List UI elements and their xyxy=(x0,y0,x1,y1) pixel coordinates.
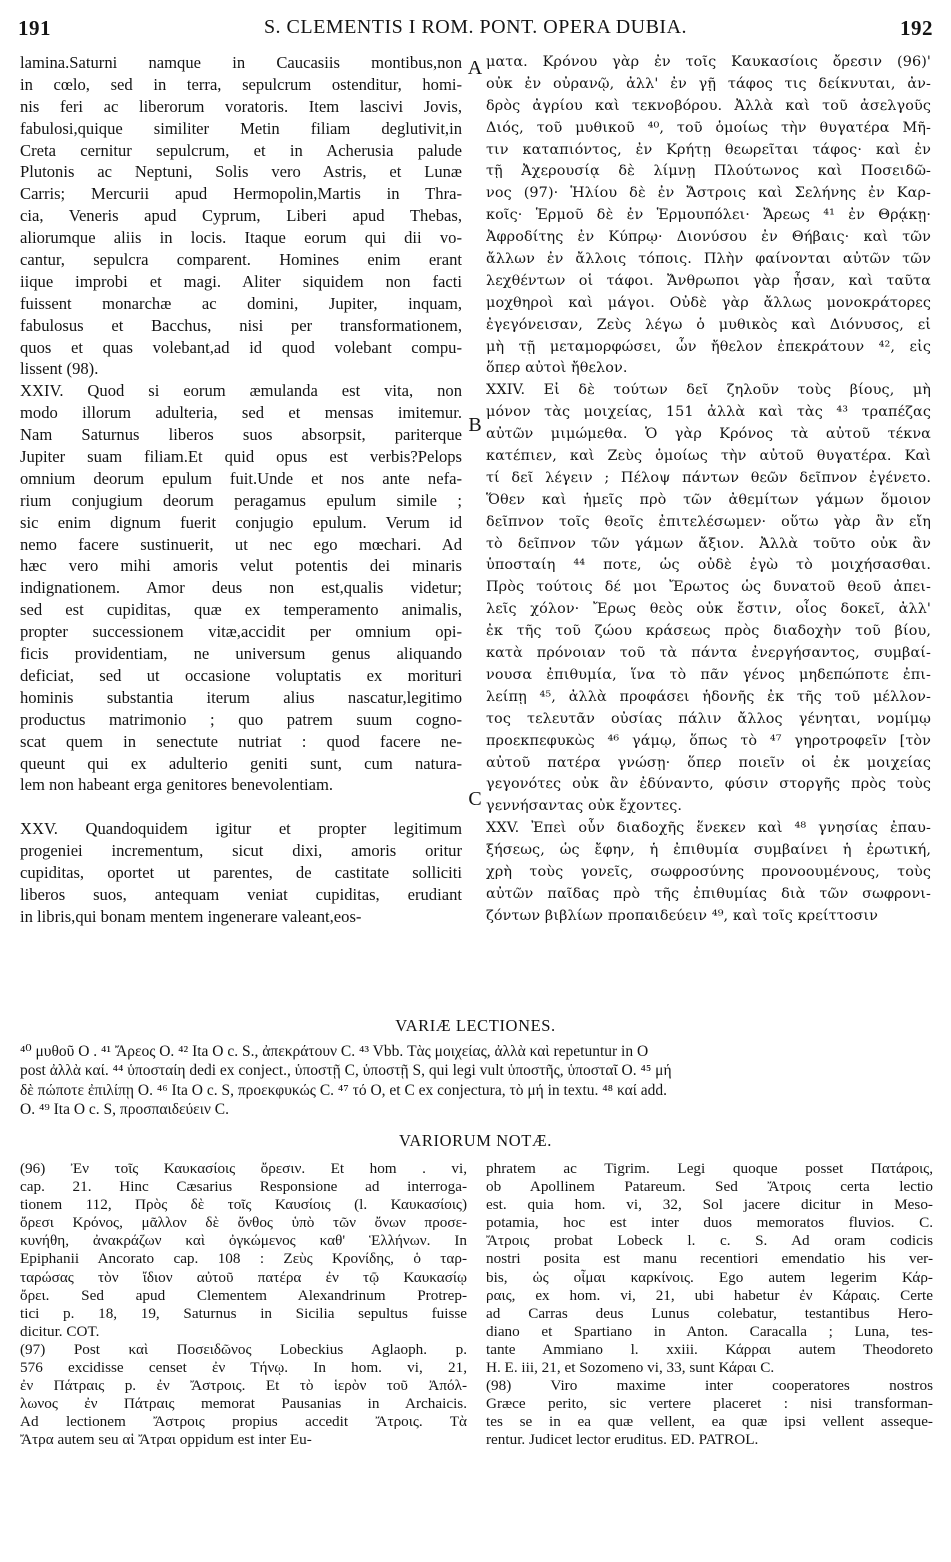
variorum-notae-title: VARIORUM NOTÆ. xyxy=(399,1131,552,1150)
note-line: Epiphanii Ancorato cap. 108 : Ζεὺς Κρονίδης, ὁ ταρ- xyxy=(20,1250,467,1268)
variae-line: δὲ πώποτε ἐπιλίπῃ O. ⁴⁶ Ita O c. S, προεκφυκώς C. ⁴⁷ τό O, et C ex conjectura, τὸ μή in textu. ⁴⁸ καί add. xyxy=(20,1081,668,1099)
note-line: tionem 112, Πρὸς δὲ τοῖς Καυσίοις (l. Καυκασίοις) xyxy=(20,1196,467,1214)
variae-lectiones xyxy=(20,1042,932,1119)
greek-line: γεννήσαντας οὐκ ἔχοντες. xyxy=(486,798,683,815)
note-line: ad Carras deus Lunus colebatur, testantibus Hero- xyxy=(486,1304,933,1322)
greek-line: τί δεῖ λέγειν ; Πέλοψ πάντων θεῶν δεῖπνον ἐγένετο. xyxy=(486,469,931,486)
section-marker-b: B xyxy=(468,414,482,436)
note-line: H. E. iii, 21, et Sozomeno vi, 33, sunt Κάραι C. xyxy=(486,1359,775,1377)
variae-line: post ἀλλὰ καί. ⁴⁴ ὑποσταίη dedi ex conject., ὑποστῇ C, ὑποστῇ S, qui legi vult ὑποστῆς, ὑποσταῖ O. ⁴⁵ μή xyxy=(20,1062,672,1080)
greek-line: XXIV. Εἰ δὲ τούτων δεῖ ζηλοῦν τοὺς βίους, μὴ xyxy=(486,382,931,399)
greek-line: γεγονότες οὐκ ἂν ἐδύναντο, φύσιν στοργῆς πρὸς τοὺς xyxy=(486,776,931,793)
greek-line: Διός, τοῦ μυθικοῦ ⁴⁰, τοῦ ὁμοίως τὴν θυγατέρα Μῆ- xyxy=(486,119,931,136)
note-line: (98) Viro maxime inter cooperatores nostros xyxy=(486,1377,933,1395)
greek-line: ξήσεως, ὡς ἔφην, ἡ ἐπιθυμία συμβαίνει ἡ ἐρωτική, xyxy=(486,842,931,859)
note-line: potamia, hoc est inter duos memoratos fluvios. C. xyxy=(486,1214,933,1232)
note-line: ταρώσας τὸν ἴδιον αὐτοῦ πατέρα ἐν τῷ Καυκασίῳ xyxy=(20,1268,467,1286)
note-line: λωνος ἐν Πάτραις memorat Pausanias in Archaicis. xyxy=(20,1395,467,1413)
greek-line: νος (97)· Ἡλίου δὲ ἐν Ἄστροις καὶ Σελήνης ἐν Καρ- xyxy=(486,185,931,202)
latin-line: fabulosus et Bacchus, nisi per transformationem, xyxy=(20,315,462,335)
greek-line: κατέπιεν, καὶ Ζεὺς ὁμοίως τὴν αὐτοῦ θυγατέρα. Καὶ xyxy=(486,448,931,465)
note-line: diano et Spartiano in Anton. Caracalla ; Luna, tes- xyxy=(486,1322,933,1340)
note-line: tante Ammiano l. xxiii. Κάρραι autem Theodoreto xyxy=(486,1340,933,1358)
latin-line: hominis substantia iterum alius nascatur,legitimo xyxy=(20,687,462,707)
section-marker-a: A xyxy=(467,57,483,79)
running-title: S. CLEMENTIS I ROM. PONT. OPERA DUBIA. xyxy=(263,16,688,38)
note-line: ὄρεσι Κρόνος, μᾶλλον δὲ ὄνθος ὑπὸ τῶν ὄνων προσε- xyxy=(20,1214,467,1232)
note-line: est. quia hom. vi, 32, Sol jacere dicitur in Meso- xyxy=(486,1196,933,1214)
latin-line: in libris,qui bonam mentem ingenerare valeant,eos- xyxy=(20,906,362,926)
greek-line: Ὅθεν καὶ ἡμεῖς πρὸ τῶν ἀθεμίτων γάμων ὅμοιον xyxy=(486,491,931,508)
variae-line: ⁴⁰ μυθοῦ O . ⁴¹ Ἄρεος O. ⁴² Ita O c. S., ἀπεκράτουν C. ⁴³ Vbb. Τὰς μοιχείας, ἀλλὰ καὶ repetuntur in O xyxy=(20,1043,649,1060)
greek-line: νουσα ἐπιθυμία, ἵνα τὸ πᾶν γένος μηδεπώποτε ἐπι- xyxy=(486,666,931,683)
notes-right-column xyxy=(486,1160,933,1450)
latin-line: lamina.Saturni namque in Caucasiis montibus,non xyxy=(20,53,462,72)
greek-line: ζόντων βιβλίων προπαιδεύειν ⁴⁹, καὶ τοῖς κρείττοσιν xyxy=(486,907,878,924)
greek-line: Ἀφροδίτης ἐν Κύπρῳ· Διονύσου ἐν Θήβαις· καὶ τῶν xyxy=(486,229,931,246)
note-line: (97) Post καὶ Ποσειδῶνος Lobeckius Aglaoph. p. xyxy=(20,1340,467,1358)
note-line: 576 excidisse censet ἐν Τήνῳ. In hom. vi, 21, xyxy=(20,1359,467,1377)
latin-line: omnium deorum epulum fuit.Unde et nos ante nefa- xyxy=(20,468,462,488)
latin-line: fuissent monarchæ ac domini, Jupiter, inquam, xyxy=(20,293,462,313)
note-line: (96) Ἐν τοῖς Καυκασίοις ὄρεσιν. Et hom . vi, xyxy=(20,1160,467,1177)
section-marker-c: C xyxy=(468,788,482,810)
greek-line: τῇ Ἀχερουσίᾳ δὲ λίμνῃ Πλούτωνος καὶ Ποσειδῶ- xyxy=(486,163,931,180)
latin-line: liberos suos, antequam veniat cupiditas, erudiant xyxy=(20,884,462,904)
latin-line: Jupiter suam filiam.Et quid opus est verbis?Pelops xyxy=(20,447,462,467)
greek-line: προεκπεφυκὼς ⁴⁶ γάμῳ, ὅπως τὸ ⁴⁷ γηροτροφεῖν [τὸν xyxy=(486,732,931,749)
latin-line: scat quem in senectute nutriat : quod facere ne- xyxy=(20,731,462,751)
note-line: tici p. 18, 19, Saturnus in Sicilia sepultus fuisse xyxy=(20,1304,467,1322)
notes-left-column xyxy=(20,1160,467,1450)
latin-line: fabulosi,quique similiter Metin filiam deglutivit,in xyxy=(20,118,462,138)
greek-line: μόνον τὰς μοιχείας, 151 ἀλλὰ καὶ τὰς ⁴³ τραπέζας xyxy=(486,404,931,421)
note-line: ραις, ex hom. vi, 21, ubi habetur ἐν Κάραις. Certe xyxy=(486,1286,933,1304)
latin-line: productus matrimonio ; quo patrem suum cogno- xyxy=(20,709,462,729)
latin-line: cia, Veneris apud Cyprum, Liberi apud Thebas, xyxy=(20,206,462,226)
latin-line: XXV. Quandoquidem igitur et propter legitimum xyxy=(20,819,462,839)
latin-line: aliorumque aliis in locis. Itaque eorum qui dii vo- xyxy=(20,228,462,248)
latin-line: nis feri ac liberorum voratoris. Item lascivi Jovis, xyxy=(20,96,462,116)
latin-line: propter successionem vitæ,accidit per omnium opi- xyxy=(20,622,462,642)
page-number-left: 191 xyxy=(18,16,51,40)
greek-line: Πρὸς τούτοις δέ μοι Ἔρωτος ὡς δυνατοῦ θεοῦ ἀπει- xyxy=(486,579,931,596)
latin-line: cupiditas, oportet ut parentes, de castitate solliciti xyxy=(20,862,462,882)
note-line: Græce perito, sic vertere placeret : nisi transforman- xyxy=(486,1395,933,1413)
latin-line: Nam Saturnus liberos suos absorpsit, pariterque xyxy=(20,425,462,445)
note-line: nostri posita est manu recentiori emendatio his ver- xyxy=(486,1250,933,1268)
greek-line: αὐτῶν μιμώμεθα. Ὁ γὰρ Κρόνος τὰ αὐτοῦ τέκνα xyxy=(486,426,931,443)
latin-line: Creta cernitur sepulcrum, et in Acherusia palude xyxy=(20,140,462,160)
page-header xyxy=(18,16,933,42)
greek-line: οὐκ ἐν οὐρανῷ, ἀλλ' ἐν γῇ τάφος τις δείκνυται, ἀν- xyxy=(486,75,931,92)
latin-line: quos et quas volebant,ad id quod volebant compu- xyxy=(20,337,462,357)
greek-line: μοχθηροὶ καὶ μάγοι. Οὐδὲ γὰρ ἄλλως μονοκράτορες xyxy=(486,294,931,311)
greek-line: κοῖς· Ἑρμοῦ δὲ ἐν Ἑρμουπόλει· Ἄρεως ⁴¹ ἐν Θρᾴκῃ· xyxy=(486,207,931,224)
greek-column xyxy=(486,52,931,928)
greek-line: τος τελευτᾶν οὐσίας πάλιν ἄλλος γένηται, νομίμῳ xyxy=(486,710,931,727)
latin-line: progeniei incrementum, sicut dixi, amoris oritur xyxy=(20,841,462,861)
latin-line: modo illorum adulteria, sed et mensas imitemur. xyxy=(20,403,462,423)
note-line: cap. 21. Hinc Cæsarius Responsione ad interroga- xyxy=(20,1178,467,1196)
latin-line: in cœlo, sed in terra, sepulcrum ostenditur, homi- xyxy=(20,74,462,94)
note-line: ἐν Πάτραις p. ἐν Ἄστροις. Et τὸ ἱερὸν τοῦ Ἀπόλ- xyxy=(20,1377,467,1395)
variae-lectiones-title: VARIÆ LECTIONES. xyxy=(395,1016,556,1035)
latin-column xyxy=(20,52,462,928)
latin-line: lem non habeant erga genitores benevolentiam. xyxy=(20,775,334,795)
greek-line: XXV. Ἐπεὶ οὖν διαδοχῆς ἕνεκεν καὶ ⁴⁸ γνησίας ἐπαυ- xyxy=(486,820,931,837)
greek-line: δεῖπνον τοῖς θεοῖς ἐπιτελέσωμεν· οὕτω γὰρ ἂν εἴη xyxy=(486,513,931,530)
latin-line: Plutonis ac Neptuni, Solis vero Astris, et Lunæ xyxy=(20,162,462,182)
greek-line: ὅπερ αὐτοὶ ἤθελον. xyxy=(486,360,628,377)
note-line: dicitur. COT. xyxy=(20,1322,100,1340)
latin-line: Carris; Mercurii apud Hermopolin,Martis in Thra- xyxy=(20,184,462,204)
greek-line: δρὸς ἀγρίου καὶ τεκνοβόρου. Ἀλλὰ καὶ τοῦ ἀσελγοῦς xyxy=(486,97,931,114)
latin-line: nemo facere sustinuerit, ut nec ego mœchari. Ad xyxy=(20,534,462,554)
latin-line xyxy=(20,796,462,818)
note-line: ὄρει. Sed apud Clementem Alexandrinum Protrep- xyxy=(20,1286,467,1304)
note-line: tes se in ea quæ vellent, ea quæ ipsi vellent asseque- xyxy=(486,1413,933,1431)
note-line: κυνήθη, ἀνακράζων καὶ ὀγκώμενος καθ' Ἑλλήνων. In xyxy=(20,1232,467,1250)
greek-line: λεῖς χόλον· Ἔρως θεὸς οὐκ ἔστιν, οἷος δοκεῖ, ἀλλ' xyxy=(486,601,931,618)
note-line: Ἄτρα autem seu αἱ Ἄτραι oppidum est inter Eu- xyxy=(20,1431,312,1449)
page-number-right: 192 xyxy=(900,16,933,40)
latin-line: sic enim dignum fuerit conjugio epulum. Verum id xyxy=(20,512,462,532)
greek-line: χρὴ τοὺς γονεῖς, σωφροσύνης προνοουμένους, τοὺς xyxy=(486,863,931,880)
greek-line: ματα. Κρόνου γὰρ ἐν τοῖς Καυκασίοις ὄρεσιν (96)' xyxy=(486,54,931,70)
greek-line: αὐτῶν παῖδας πρὸ τῆς ἐπιθυμίας διὰ τῶν σωφρονι- xyxy=(486,885,931,902)
variae-line: O. ⁴⁹ Ita O c. S, προσπαιδεύειν C. xyxy=(20,1100,229,1118)
note-line: phratem ac Tigrim. Legi quoque posset Πατάροις, xyxy=(486,1160,933,1177)
note-line: ob Apollinem Patareum. Sed Ἄτροις certa lectio xyxy=(486,1178,933,1196)
greek-line: ἐγεγόνεισαν, Ζεὺς λέγω ὁ μυθικὸς καὶ Διόνυσος, εἰ xyxy=(486,316,931,333)
latin-line: lissent (98). xyxy=(20,359,99,379)
latin-line: ficis providentiam, ne universum genus aliquando xyxy=(20,644,462,664)
latin-line: sed est cupiditas, quæ ex temperamento animalis, xyxy=(20,600,462,620)
latin-line: hæc vero mihi amoris velut potentis dei minaris xyxy=(20,556,462,576)
greek-line: ὑποσταίη ⁴⁴ ποτε, ὡς οὐδὲ ἐγὼ τὸ μοιχήσασθαι. xyxy=(486,557,931,574)
greek-line: λείπῃ ⁴⁵, ἀλλὰ προφάσει ἡδονῆς ἐκ τῆς τοῦ μέλλον- xyxy=(486,688,931,705)
greek-line: ἐκ τῆς τοῦ ζώου κράσεως πρὸς διαδοχὴν τοῦ βίου, xyxy=(486,623,931,640)
latin-line: indignationem. Amor deus non est,qualis videtur; xyxy=(20,578,462,598)
greek-line: λεχθέντων οἱ τάφοι. Ἄνθρωποι γὰρ ἦσαν, καὶ ταῦτα xyxy=(486,272,931,289)
greek-line: τὸ δεῖπνον τῶν γάμων ἄξιον. Ἀλλὰ τοῦτο οὐκ ἂν xyxy=(486,535,931,552)
latin-line: XXIV. Quod si eorum æmulanda est vita, non xyxy=(20,381,462,401)
greek-line: κατὰ πρόνοιαν τοῦ τὰ πάντα ἐνεργήσαντος, συμβαί- xyxy=(486,645,931,662)
greek-line: αὐτοῦ πατέρα γνώσῃ· ὅπερ ποιεῖν οἱ ἐκ μοιχείας xyxy=(486,754,931,771)
greek-line: ἄλλων ἐν ἄλλοις τόποις. Πλὴν φαίνονται αὐτῶν τῶν xyxy=(486,251,931,268)
latin-line: iique improbi et magi. Aliter siquidem non facti xyxy=(20,271,462,291)
note-line: Ἄτροις probat Lobeck l. c. S. Ad oram codicis xyxy=(486,1232,933,1250)
latin-line: rium conjugium deorum peragamus epulum simile ; xyxy=(20,490,462,510)
latin-line: deficiat, sed ut occasione voluptatis ex morituri xyxy=(20,665,462,685)
latin-line: queunt qui ex adulterio geniti sunt, cum natura- xyxy=(20,753,462,773)
note-line: bis, ὡς οἶμαι καρκίνοις. Ego autem legerim Κάρ- xyxy=(486,1268,933,1286)
greek-line: τιν καταπιόντος, ἐν Κρήτῃ θεωρεῖται τάφος· καὶ ἐν xyxy=(486,141,931,158)
note-line: Ad lectionem Ἄστροις propius accedit Ἄτροις. Τὰ xyxy=(20,1413,467,1431)
greek-line: μὴ τῇ μεταμορφώσει, ὧν ἤθελον ἐπεκράτουν ⁴², εἰς xyxy=(486,338,931,355)
latin-line: cantur, sepulcra comparent. Homines enim erant xyxy=(20,250,462,270)
note-line: rentur. Judicet lector eruditus. ED. PATROL. xyxy=(486,1431,759,1449)
